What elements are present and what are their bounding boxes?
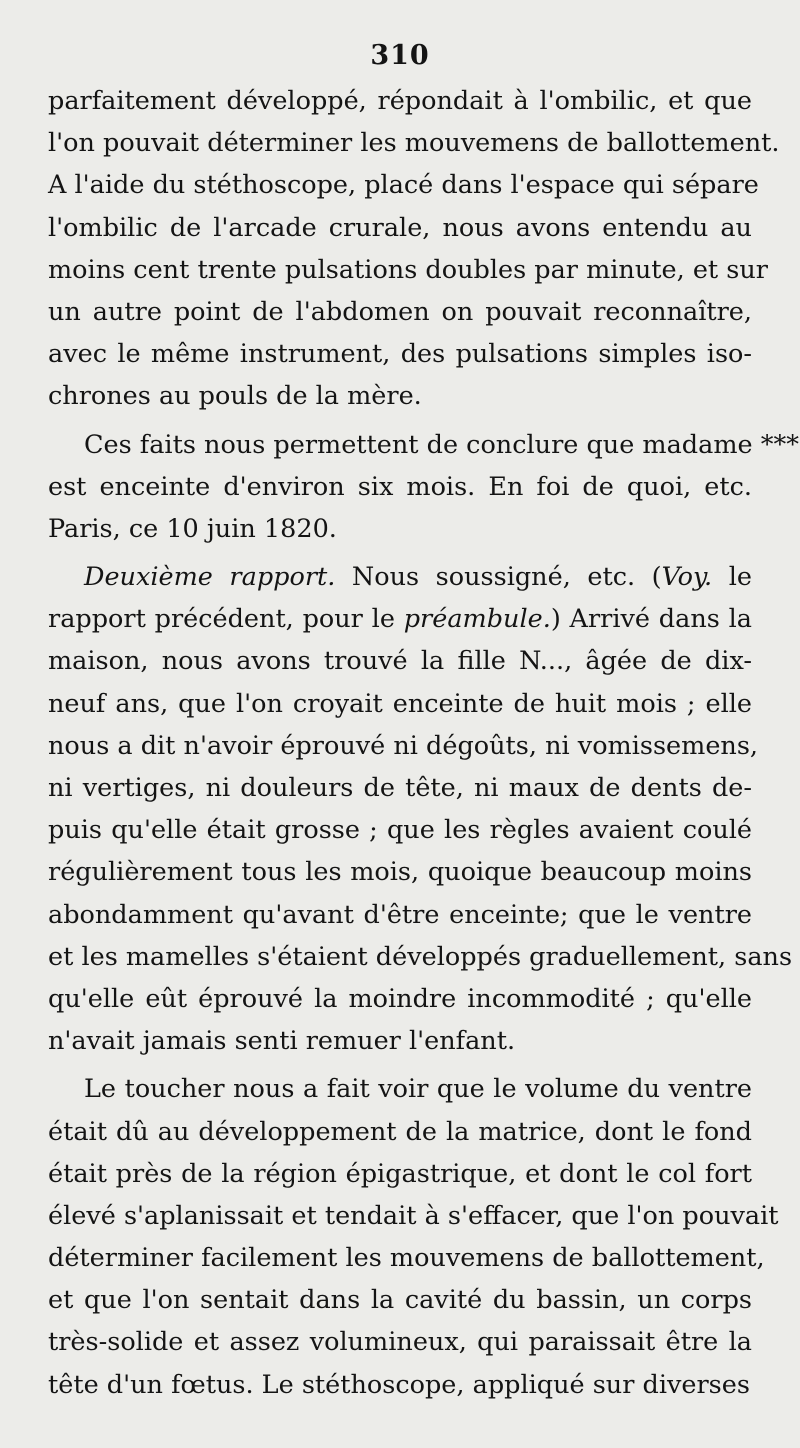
text-line (48, 851, 752, 893)
text-run: moins cent trente pulsations doubles par minute, et sur (48, 254, 768, 285)
text-line (48, 424, 799, 466)
text-line (48, 466, 752, 508)
text-line (48, 122, 780, 164)
text-run: et les mamelles s'étaient développés graduellement, sans (48, 941, 793, 972)
text-run: Le toucher nous a fait voir que le volume du ventre (84, 1074, 752, 1105)
text-line (48, 1111, 752, 1153)
text-line (48, 1068, 752, 1110)
text-run: était dû au développement de la matrice, dont le fond (48, 1116, 752, 1147)
text-run: nous a dit n'avoir éprouvé ni dégoûts, ni vomissemens, (48, 730, 759, 761)
text-run: neuf ans, que l'on croyait enceinte de huit mois ; elle (48, 688, 752, 719)
text-run: puis qu'elle était grosse ; que les règles avaient coulé (48, 815, 752, 846)
text-run: et que l'on sentait dans la cavité du bassin, un corps (48, 1285, 752, 1316)
text-run: régulièrement tous les mois, quoique beaucoup moins (48, 857, 752, 888)
text-line (48, 508, 752, 550)
text-run: avec le même instrument, des pulsations simples iso- (48, 339, 752, 370)
text-run: le (712, 562, 752, 593)
text-line (48, 375, 752, 417)
text-line (48, 207, 752, 249)
text-run: l'ombilic de l'arcade crurale, nous avons entendu au (48, 212, 752, 243)
text-line (48, 894, 752, 936)
paragraph (48, 80, 780, 418)
text-run: élevé s'aplanissait et tendait à s'effacer, que l'on pouvait (48, 1200, 779, 1231)
text-run: Paris, ce 10 juin 1820. (48, 513, 337, 544)
text-line (48, 809, 752, 851)
text-line (48, 1195, 779, 1237)
body-text (48, 80, 799, 1406)
text-run: parfaitement développé, répondait à l'ombilic, et que (48, 86, 752, 116)
text-run: ) Arrivé dans la (550, 604, 752, 635)
text-line (48, 333, 752, 375)
text-line (48, 80, 752, 122)
text-run: Ces faits nous permettent de conclure que madame *** (84, 429, 799, 460)
text-run: qu'elle eût éprouvé la moindre incommodité ; qu'elle (48, 983, 752, 1014)
text-line (48, 291, 752, 333)
text-line (48, 1020, 752, 1062)
italic-text: préambule. (403, 604, 551, 635)
text-line (48, 936, 793, 978)
text-run: ni vertiges, ni douleurs de tête, ni maux de dents de- (48, 773, 752, 803)
text-line (48, 1279, 752, 1321)
text-run: maison, nous avons trouvé la fille N..., âgée de dix- (48, 646, 752, 677)
text-line (48, 767, 752, 809)
text-run: abondamment qu'avant d'être enceinte; que le ventre (48, 899, 752, 930)
page-number: 310 (370, 40, 430, 71)
text-line (48, 978, 752, 1020)
italic-text: Deuxième rapport. (84, 562, 336, 593)
text-run: n'avait jamais senti remuer l'enfant. (48, 1026, 516, 1057)
text-run: chrones au pouls de la mère. (48, 381, 422, 412)
text-line (48, 1321, 752, 1363)
paragraph (48, 424, 799, 551)
italic-text: Voy. (661, 562, 713, 593)
text-line (48, 164, 759, 206)
text-run: l'on pouvait déterminer les mouvemens de ballottement. (48, 128, 780, 159)
paragraph (48, 1068, 779, 1406)
text-line (48, 1237, 765, 1279)
text-run: très-solide et assez volumineux, qui paraissait être la (48, 1327, 752, 1358)
text-line (48, 1153, 752, 1195)
text-run: Nous soussigné, etc. ( (335, 562, 662, 593)
text-run: rapport précédent, pour le (48, 604, 404, 635)
text-run: tête d'un fœtus. Le stéthoscope, appliqué sur diverses (48, 1369, 750, 1400)
text-line (48, 598, 752, 640)
text-line (48, 640, 752, 682)
text-line (48, 683, 752, 725)
text-line (48, 725, 759, 767)
text-run: un autre point de l'abdomen on pouvait reconnaître, (48, 296, 752, 327)
text-line (48, 1364, 752, 1406)
text-run: déterminer facilement les mouvemens de ballottement, (48, 1243, 765, 1274)
text-line (48, 556, 752, 598)
text-run: A l'aide du stéthoscope, placé dans l'espace qui sépare (48, 170, 759, 201)
text-line (48, 249, 768, 291)
paragraph (48, 556, 793, 1062)
text-run: était près de la région épigastrique, et dont le col fort (48, 1158, 752, 1189)
text-run: est enceinte d'environ six mois. En foi de quoi, etc. (48, 471, 752, 502)
